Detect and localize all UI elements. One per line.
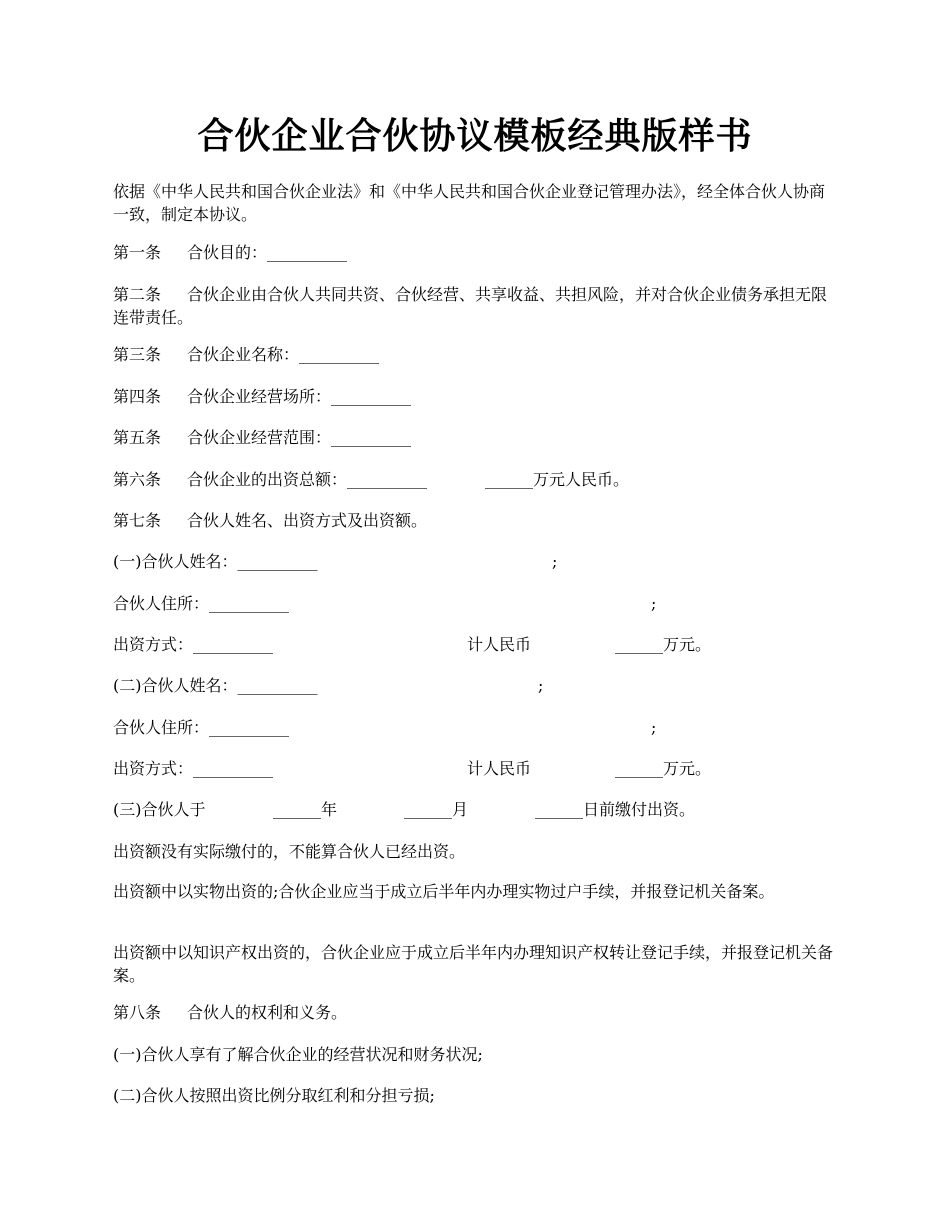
partner-2-name-end: ; bbox=[538, 676, 544, 695]
article-1 bbox=[113, 241, 347, 264]
article-2-number: 第二条 bbox=[113, 285, 162, 304]
article-5-number: 第五条 bbox=[113, 428, 162, 447]
article-5 bbox=[113, 426, 411, 449]
article-2-text: 合伙企业由合伙人共同共资、合伙经营、共享收益、共担风险，并对合伙企业债务承担无限连带责任。 bbox=[113, 285, 828, 327]
right-2: (二)合伙人按照出资比例分取红利和分担亏损; bbox=[113, 1086, 435, 1105]
article-2 bbox=[113, 283, 840, 329]
note-1: 出资额没有实际缴付的，不能算合伙人已经出资。 bbox=[113, 842, 466, 861]
partner-1-name: (一)合伙人姓名：__________ bbox=[113, 552, 318, 571]
article-5-text: 合伙企业经营范围：__________ bbox=[187, 428, 412, 447]
payment-deadline-intro: (三)合伙人于 bbox=[113, 800, 206, 819]
payment-deadline-month: ______月 bbox=[404, 800, 469, 819]
note-3: 出资额中以知识产权出资的，合伙企业应于成立后半年内办理知识产权转让登记手续，并报登记机关备案。 bbox=[113, 943, 834, 985]
payment-deadline-day: ______日前缴付出资。 bbox=[535, 800, 696, 819]
article-6-amount: ______万元人民币。 bbox=[485, 470, 630, 489]
partner-1-amount: ______万元。 bbox=[615, 635, 712, 654]
partner-1-address-end: ; bbox=[651, 594, 657, 613]
article-3-text: 合伙企业名称：__________ bbox=[187, 345, 380, 364]
note-2: 出资额中以实物出资的;合伙企业应当于成立后半年内办理实物过户手续，并报登记机关备案。 bbox=[113, 882, 775, 901]
article-6-number: 第六条 bbox=[113, 470, 162, 489]
article-4-number: 第四条 bbox=[113, 387, 162, 406]
partner-2-amount: ______万元。 bbox=[615, 759, 712, 778]
article-7 bbox=[113, 509, 427, 532]
partner-2-address-end: ; bbox=[651, 718, 657, 737]
partner-1-method: 出资方式：__________ bbox=[113, 635, 274, 654]
article-3-number: 第三条 bbox=[113, 345, 162, 364]
article-6 bbox=[113, 468, 427, 491]
intro-paragraph: 依据《中华人民共和国合伙企业法》和《中华人民共和国合伙企业登记管理办法》，经全体合伙人协商一致，制定本协议。 bbox=[113, 182, 826, 224]
partner-1-address: 合伙人住所：__________ bbox=[113, 594, 290, 613]
article-8-number: 第八条 bbox=[113, 1003, 162, 1022]
partner-2-rmb-label: 计人民币 bbox=[467, 759, 532, 778]
article-1-text: 合伙目的：__________ bbox=[187, 243, 348, 262]
article-3 bbox=[113, 343, 379, 366]
document-title: 合伙企业合伙协议模板经典版样书 bbox=[197, 115, 753, 157]
article-7-number: 第七条 bbox=[113, 511, 162, 530]
article-1-number: 第一条 bbox=[113, 243, 162, 262]
article-6-text: 合伙企业的出资总额：__________ bbox=[187, 470, 428, 489]
partner-2-name: (二)合伙人姓名：__________ bbox=[113, 676, 318, 695]
article-8 bbox=[113, 1001, 347, 1024]
partner-2-method: 出资方式：__________ bbox=[113, 759, 274, 778]
article-4-text: 合伙企业经营场所：__________ bbox=[187, 387, 412, 406]
article-8-text: 合伙人的权利和义务。 bbox=[187, 1003, 348, 1022]
partner-1-name-end: ; bbox=[552, 552, 558, 571]
article-4 bbox=[113, 385, 411, 408]
payment-deadline-year: ______年 bbox=[273, 800, 338, 819]
partner-2-address: 合伙人住所：__________ bbox=[113, 718, 290, 737]
right-1: (一)合伙人享有了解合伙企业的经营状况和财务状况; bbox=[113, 1045, 483, 1064]
article-7-text: 合伙人姓名、出资方式及出资额。 bbox=[187, 511, 428, 530]
partner-1-rmb-label: 计人民币 bbox=[467, 635, 532, 654]
